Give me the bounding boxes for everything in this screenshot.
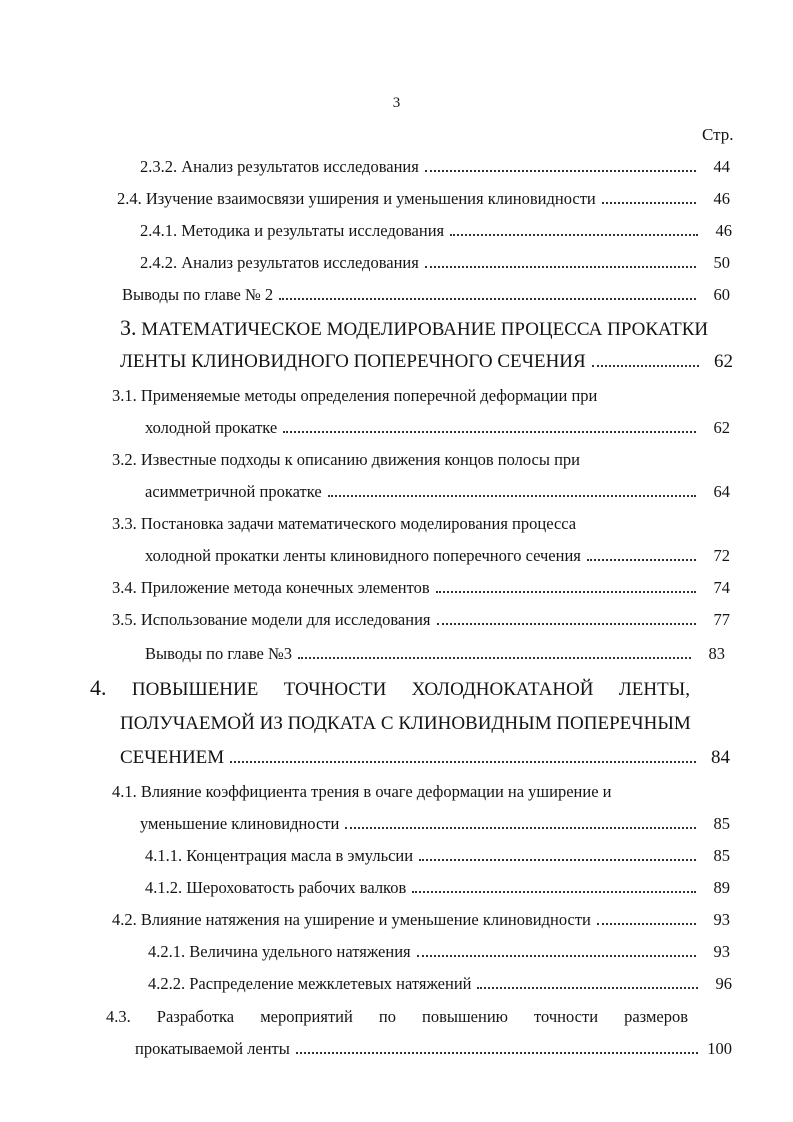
- toc-entry-continuation: [145, 544, 730, 568]
- toc-entry-title: ЛЕНТЫ КЛИНОВИДНОГО ПОПЕРЕЧНОГО СЕЧЕНИЯ: [120, 351, 586, 372]
- chapter-number: 3.: [120, 315, 137, 340]
- toc-entry-continuation: [135, 1037, 732, 1061]
- toc-entry-page: 89: [713, 878, 730, 897]
- dot-leader: [412, 891, 696, 893]
- toc-entry: [140, 219, 732, 243]
- toc-entry-title: 3.1. Применяемые методы определения поперечной деформации при: [112, 386, 598, 405]
- toc-entry-title: 2.3.2. Анализ результатов исследования: [140, 157, 419, 176]
- toc-entry-continuation: [145, 480, 730, 504]
- toc-entry-title: 3.2. Известные подходы к описанию движения концов полосы при: [112, 450, 581, 469]
- toc-entry-page: 93: [713, 910, 730, 929]
- toc-entry: [148, 972, 732, 996]
- dot-leader: [328, 495, 696, 497]
- toc-entry-page: 85: [713, 814, 730, 833]
- toc-entry-title: 3.3. Постановка задачи математического моделирования процесса: [112, 514, 577, 533]
- dot-leader: [587, 559, 696, 561]
- toc-entry: [122, 283, 730, 307]
- dot-leader: [437, 623, 697, 625]
- toc-entry: [112, 576, 730, 600]
- toc-entry-title: прокатываемой ленты: [135, 1039, 290, 1058]
- dot-leader: [283, 431, 696, 433]
- toc-entry: [145, 876, 730, 900]
- toc-entry-title: 2.4. Изучение взаимосвязи уширения и уменьшения клиновидности: [117, 189, 596, 208]
- toc-entry-title: ПОЛУЧАЕМОЙ ИЗ ПОДКАТА С КЛИНОВИДНЫМ ПОПЕРЕЧНЫМ: [120, 713, 691, 734]
- toc-entry-title: СЕЧЕНИЕМ: [120, 747, 225, 768]
- dot-leader: [417, 955, 696, 957]
- toc-entry-page: 60: [713, 285, 730, 304]
- toc-entry-continuation: [120, 350, 733, 374]
- toc-entry-title: 4.3. Разработка мероприятий по повышению точности размеров: [106, 1007, 688, 1026]
- toc-entry-page: 84: [711, 747, 730, 768]
- dot-leader: [279, 298, 696, 300]
- dot-leader: [450, 234, 698, 236]
- toc-entry-title: асимметричной прокатке: [145, 482, 322, 501]
- toc-entry-page: 100: [707, 1039, 732, 1058]
- toc-entry: [140, 251, 730, 275]
- toc-entry-title: холодной прокатки ленты клиновидного поперечного сечения: [145, 546, 581, 565]
- toc-entry-continuation: [140, 812, 730, 836]
- toc-entry-page: 64: [713, 482, 730, 501]
- chapter-number: 4.: [90, 675, 107, 700]
- toc-entry: [112, 608, 730, 632]
- toc-entry-page: 44: [713, 157, 730, 176]
- toc-entry-page: 93: [713, 942, 730, 961]
- page-number: 3: [392, 95, 401, 111]
- dot-leader: [230, 761, 696, 763]
- toc-entry-title: Выводы по главе №3: [145, 644, 292, 663]
- toc-entry-title: 4.1. Влияние коэффициента трения в очаге деформации на уширение и: [112, 782, 612, 801]
- toc-entry: [145, 642, 725, 666]
- toc-entry: [148, 940, 730, 964]
- dot-leader: [425, 266, 696, 268]
- toc-entry-title: уменьшение клиновидности: [140, 814, 340, 833]
- toc-entry: [117, 187, 730, 211]
- toc-entry-page: 46: [713, 189, 730, 208]
- toc-entry: [112, 384, 672, 408]
- toc-entry-title: 4.2. Влияние натяжения на уширение и уменьшение клиновидности: [112, 910, 591, 929]
- page-column-header: Стр.: [702, 125, 734, 144]
- toc-entry-page: 96: [715, 974, 732, 993]
- toc-entry-continuation: [120, 712, 690, 736]
- dot-leader: [602, 202, 696, 204]
- toc-entry-page: 72: [713, 546, 730, 565]
- toc-entry-page: 83: [708, 644, 725, 663]
- toc-entry: [140, 155, 730, 179]
- toc-entry-page: 62: [714, 351, 733, 372]
- toc-entry-page: 50: [713, 253, 730, 272]
- dot-leader: [425, 170, 696, 172]
- toc-entry-page: 85: [713, 846, 730, 865]
- toc-entry-title: 4.1.2. Шероховатость рабочих валков: [145, 878, 407, 897]
- toc-entry-title: 3.5. Использование модели для исследования: [112, 610, 431, 629]
- toc-entry-page: 77: [713, 610, 730, 629]
- toc-chapter-heading: [120, 316, 730, 342]
- dot-leader: [345, 827, 696, 829]
- toc-entry-page: 74: [713, 578, 730, 597]
- dot-leader: [477, 987, 698, 989]
- toc-entry: [112, 512, 672, 536]
- toc-entry-page: 62: [713, 418, 730, 437]
- toc-entry: [145, 844, 730, 868]
- toc-entry-title: 4.2.2. Распределение межклетевых натяжений: [148, 974, 472, 993]
- toc-entry-title: 4.1.1. Концентрация масла в эмульсии: [145, 846, 414, 865]
- toc-entry: [106, 1005, 688, 1029]
- toc-entry: [112, 780, 692, 804]
- toc-entry-title: 3.4. Приложение метода конечных элементов: [112, 578, 430, 597]
- dot-leader: [436, 591, 696, 593]
- toc-entry-title: 4.2.1. Величина удельного натяжения: [148, 942, 411, 961]
- toc-entry: [112, 448, 672, 472]
- toc-entry-page: 46: [715, 221, 732, 240]
- toc-entry-title: 2.4.1. Методика и результаты исследования: [140, 221, 445, 240]
- toc-entry-title: МАТЕМАТИЧЕСКОЕ МОДЕЛИРОВАНИЕ ПРОЦЕССА ПРОКАТКИ: [141, 319, 709, 340]
- dot-leader: [592, 365, 699, 367]
- toc-entry-continuation: [145, 416, 730, 440]
- dot-leader: [296, 1052, 698, 1054]
- toc-entry: [112, 908, 730, 932]
- toc-chapter-heading: [90, 676, 690, 702]
- toc-entry-title: Выводы по главе № 2: [122, 285, 274, 304]
- toc-entry-continuation: [120, 746, 730, 770]
- dot-leader: [419, 859, 696, 861]
- dot-leader: [298, 657, 691, 659]
- toc-entry-title: ПОВЫШЕНИЕ ТОЧНОСТИ ХОЛОДНОКАТАНОЙ ЛЕНТЫ,: [131, 679, 690, 700]
- toc-entry-title: холодной прокатке: [145, 418, 278, 437]
- toc-entry-title: 2.4.2. Анализ результатов исследования: [140, 253, 419, 272]
- dot-leader: [597, 923, 696, 925]
